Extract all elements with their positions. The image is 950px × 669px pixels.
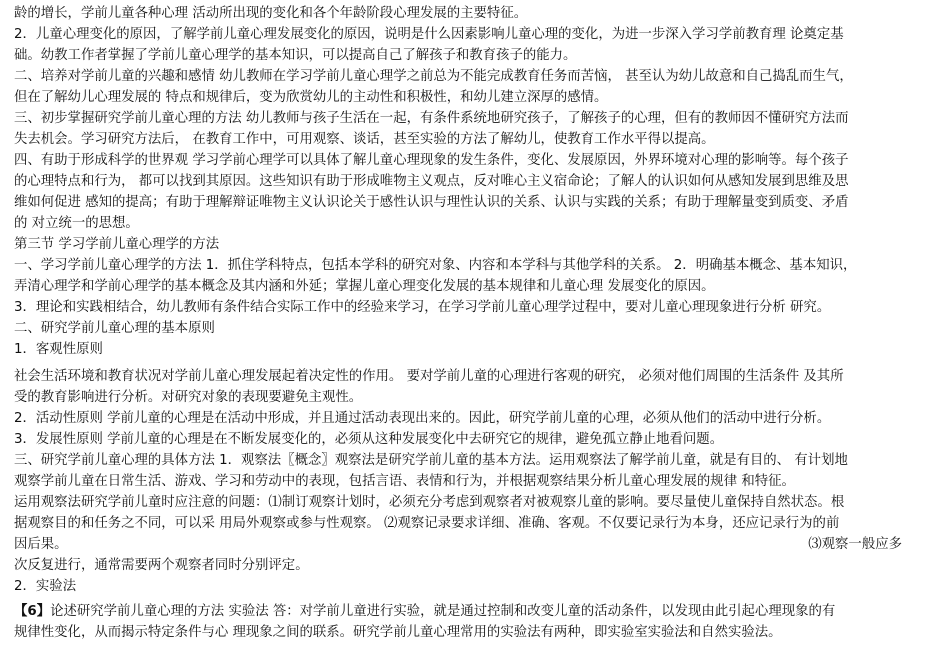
text-line: 但在了解幼儿心理发展的 特点和规律后，变为欣赏幼儿的主动性和积极性，和幼儿建立深厚的感情。 [14,90,608,105]
question-number: 【6】 [14,604,51,619]
text-line: 社会生活环境和教育状况对学前儿童心理发展起着决定性的作用。 要对学前儿童的心理进行客观的研究， 必须对他们周围的生活条件 及其所 [14,369,844,384]
text-line: 二、培养对学前儿童的兴趣和感情 幼儿教师在学习学前儿童心理学之前总为不能完成教育任务而苦恼， 甚至认为幼儿故意和自己捣乱而生气， [14,69,853,84]
text-line: 的 对立统一的思想。 [14,216,139,231]
text-line: 运用观察法研究学前儿童时应注意的问题：⑴制订观察计划时，必须充分考虑到观察者对被观察儿童的影响。要尽量使儿童保持自然状态。根 [14,495,845,510]
text-line: 观察学前儿童在日常生活、游戏、学习和劳动中的表现，包括言语、表情和行为，并根据观察结果分析儿童心理发展的规律 和特征。 [14,474,795,489]
text-line: 2．儿童心理变化的原因，了解学前儿童心理发展变化的原因，说明是什么因素影响儿童心理的变化，为进一步深入学习学前教育理 论奠定基 [14,27,844,42]
section-heading: 第三节 学习学前儿童心理学的方法 [14,237,220,252]
text-line: 的心理特点和行为， 都可以找到其原因。这些知识有助于形成唯物主义观点，反对唯心主义宿命论；了解人的认识如何从感知发展到思维及思 [14,174,849,189]
text-line: 二、研究学前儿童心理的基本原则 [14,321,215,336]
text-line: 因后果。 [14,537,68,552]
text-line: 三、研究学前儿童心理的具体方法 1．观察法〖概念〗观察法是研究学前儿童的基本方法。运用观察法了解学前儿童，就是有目的、 有计划地 [14,453,848,468]
text-line: 据观察目的和任务之不同，可以采 用局外观察或参与性观察。 ⑵观察记录要求详细、准确、客观。不仅要记录行为本身，还应记录行为的前 [14,516,840,531]
text-line: 龄的增长，学前儿童各种心理 活动所出现的变化和各个年龄阶段心理发展的主要特征。 [14,6,528,21]
question-line [14,601,942,622]
text-line: 规律性变化，从而揭示特定条件与心 理现象之间的联系。研究学前儿童心理常用的实验法有两种，即实验室实验法和自然实验法。 [14,625,782,640]
text-line: 2．活动性原则 学前儿童的心理是在活动中形成，并且通过活动表现出来的。因此，研究学前儿童的心理，必须从他们的活动中进行分析。 [14,411,831,426]
text-line: 维如何促进 感知的提高；有助于理解辩证唯物主义认识论关于感性认识与理性认识的关系、认识与实践的关系；有助于理解量变到质变、矛盾 [14,195,849,210]
text-line: ⑶观察一般应多 [808,537,902,552]
text-line: 失去机会。学习研究方法后， 在教育工作中，可用观察、谈话，甚至实验的方法了解幼儿，使教育工作水平得以提高。 [14,132,715,147]
text-line: 2．实验法 [14,579,77,594]
text-line: 三、初步掌握研究学前儿童心理的方法 幼儿教师与孩子生活在一起，有条件系统地研究孩子，了解孩子的心理，但有的教师因不懂研究方法而 [14,111,849,126]
text-line: 础。幼教工作者掌握了学前儿童心理学的基本知识，可以提高自己了解孩子和教育孩子的能力。 [14,48,577,63]
text-line: 3．发展性原则 学前儿童的心理是在不断发展变化的，必须从这种发展变化中去研究它的规律，避免孤立静止地看问题。 [14,432,724,447]
text-line: 1．客观性原则 [14,342,103,357]
text-line: 一、学习学前儿童心理学的方法 1．抓住学科特点，包括本学科的研究对象、内容和本学科与其他学科的关系。 2．明确基本概念、基本知识， [14,258,857,273]
text-line: 3．理论和实践相结合，幼儿教师有条件结合实际工作中的经验来学习，在学习学前儿童心理学过程中，要对儿童心理现象进行分析 研究。 [14,300,831,315]
question-text: 论述研究学前儿童心理的方法 实验法 答：对学前儿童进行实验，就是通过控制和改变儿童的活动条件，以发现由此引起心理现象的有 [50,604,836,619]
text-line: 次反复进行，通常需要两个观察者同时分别评定。 [14,558,309,573]
text-line: 受的教育影响进行分析。对研究对象的表现要避免主观性。 [14,390,363,405]
text-line: 四、有助于形成科学的世界观 学习学前心理学可以具体了解儿童心理现象的发生条件，变化、发展原因，外界环境对心理的影响等。每个孩子 [14,153,849,168]
text-line: 弄清心理学和学前心理学的基本概念及其内涵和外延；掌握儿童心理变化发展的基本规律和儿童心理 发展变化的原因。 [14,279,715,294]
